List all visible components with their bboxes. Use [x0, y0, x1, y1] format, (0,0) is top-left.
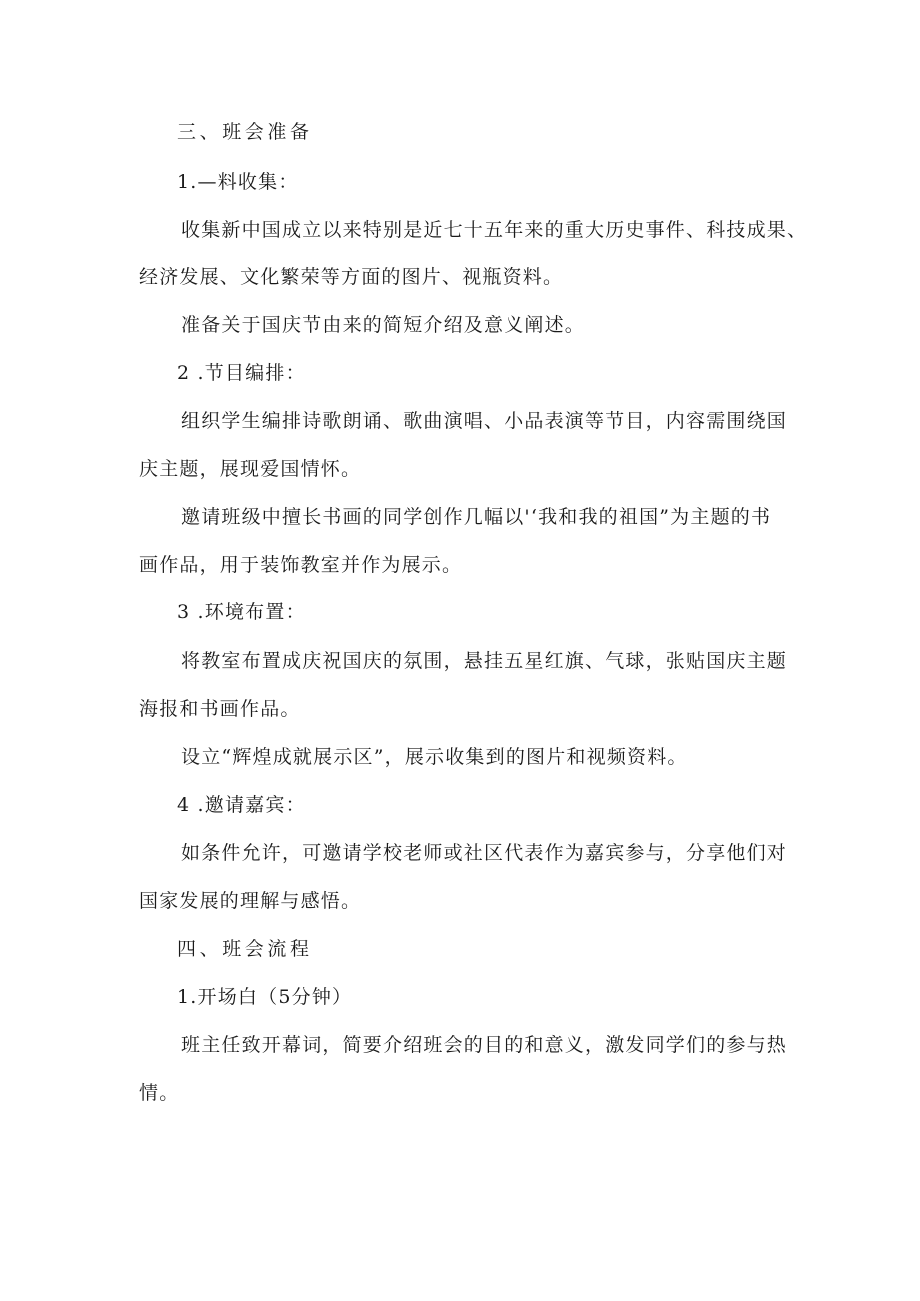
paragraph-line: 如条件允许，可邀请学校老师或社区代表作为嘉宾参与，分享他们对	[181, 842, 788, 864]
paragraph-line: 情。	[139, 1082, 180, 1104]
paragraph-line: 国家发展的理解与感悟。	[139, 890, 362, 912]
paragraph-line: 庆主题，展现爱国情怀。	[139, 458, 362, 480]
section-heading: 四、班会流程	[177, 938, 313, 960]
section-heading: 三、班会准备	[177, 121, 313, 143]
paragraph-line: 经济发展、文化繁荣等方面的图片、视瓶资料。	[139, 266, 564, 288]
paragraph-line: 将教室布置成庆祝国庆的氛围，悬挂五星红旗、气球，张贴国庆主题	[181, 650, 788, 672]
paragraph-line: 收集新中国成立以来特别是近七十五年来的重大历史事件、科技成果、	[181, 219, 808, 241]
subheading: 1.—料收集：	[177, 171, 299, 193]
paragraph-line: 设立“辉煌成就展示区”，展示收集到的图片和视频资料。	[181, 746, 688, 768]
subheading: 2 .节目编排：	[177, 362, 306, 384]
paragraph-line: 班主任致开幕词，简要介绍班会的目的和意义，激发同学们的参与热	[181, 1034, 788, 1056]
paragraph-line: 准备关于国庆节由来的简短介绍及意义阐述。	[181, 314, 586, 336]
paragraph-line: 邀请班级中擅长书画的同学创作几幅以'‘我和我的祖国”为主题的书	[181, 506, 772, 528]
subheading: 4 .邀请嘉宾：	[177, 794, 306, 816]
paragraph-line: 画作品，用于装饰教室并作为展示。	[139, 554, 463, 576]
subheading: 3 .环境布置：	[177, 601, 306, 623]
paragraph-line: 组织学生编排诗歌朗诵、歌曲演唱、小品表演等节目，内容需围绕国	[181, 410, 788, 432]
subheading: 1.开场白（5分钟）	[177, 986, 353, 1008]
paragraph-line: 海报和书画作品。	[139, 698, 301, 720]
